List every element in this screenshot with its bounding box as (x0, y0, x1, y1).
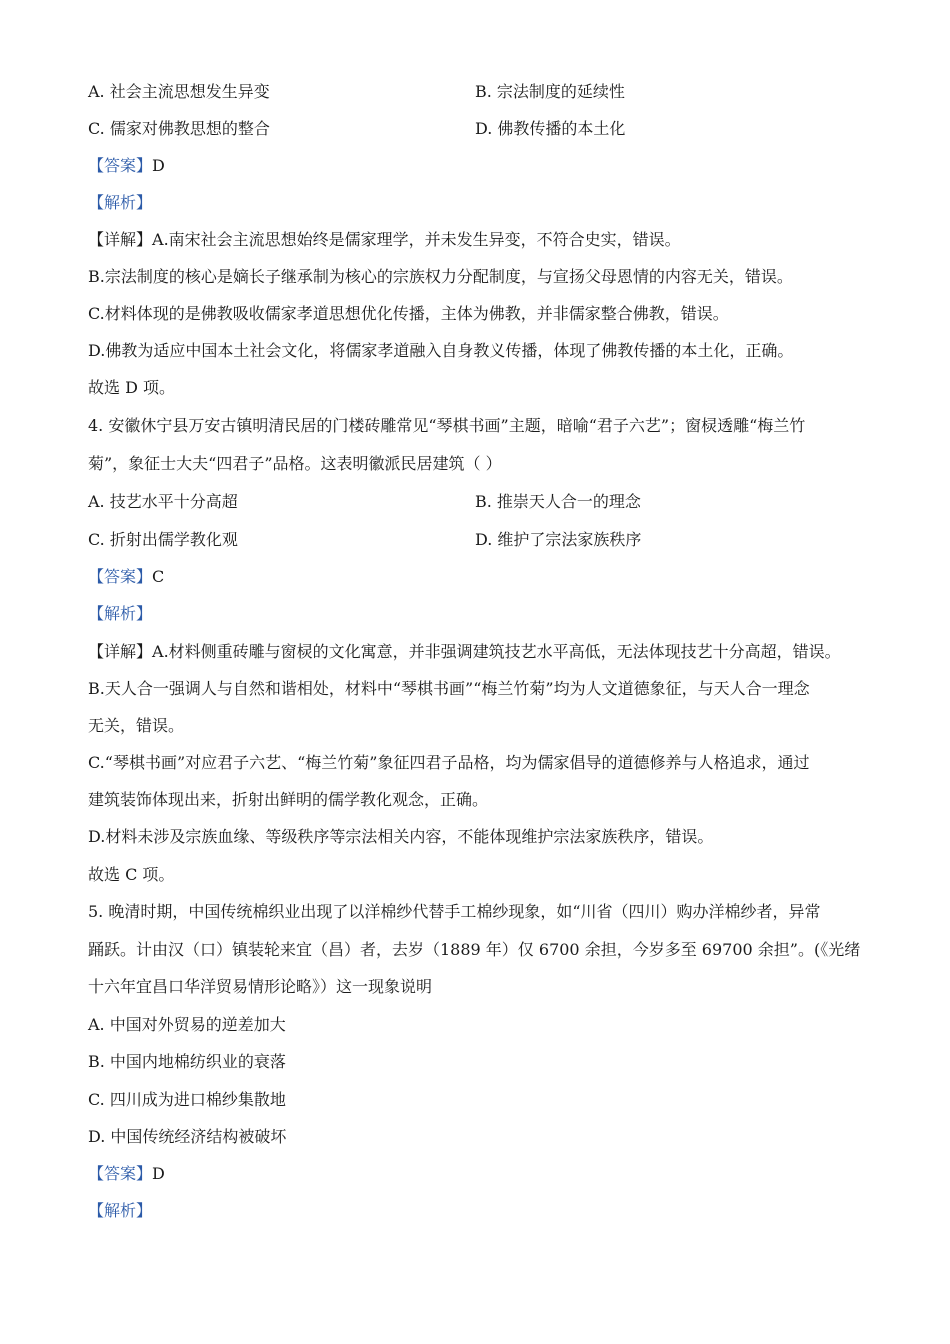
q5-stem-line-2: 踊跃。计由汉（口）镇装轮来宜（昌）者，去岁（1889 年）仅 6700 余担，今岁多至 69700 余担”。(《光绪 (88, 940, 861, 959)
q5-stem-line-3: 十六年宜昌口华洋贸易情形论略》）这一现象说明 (88, 977, 433, 996)
q3-detail-a (88, 229, 681, 251)
q3-option-b: B. 宗法制度的延续性 (475, 82, 625, 101)
q4-detail-c-line-2: 建筑装饰体现出来，折射出鲜明的儒学教化观念，正确。 (88, 790, 489, 809)
q3-option-a: A. 社会主流思想发生异变 (88, 82, 270, 101)
answer-value: C (152, 567, 165, 586)
q4-option-a: A. 技艺水平十分高超 (88, 492, 238, 511)
q4-detail-b-line-1: B.天人合一强调人与自然和谐相处，材料中“琴棋书画”“梅兰竹菊”均为人文道德象征，与天人合一理念 (88, 679, 810, 698)
q3-detail-c: C.材料体现的是佛教吸收儒家孝道思想优化传播，主体为佛教，并非儒家整合佛教，错误。 (88, 304, 729, 323)
answer-value: D (152, 1164, 165, 1183)
answer-tag: 【答案】 (88, 1164, 153, 1183)
q4-option-c: C. 折射出儒学教化观 (88, 530, 238, 549)
answer-tag: 【答案】 (88, 156, 153, 175)
detail-text: A.材料侧重砖雕与窗棂的文化寓意，并非强调建筑技艺水平高低，无法体现技艺十分高超，错误。 (152, 642, 841, 661)
q3-detail-b: B.宗法制度的核心是嫡长子继承制为核心的宗族权力分配制度，与宣扬父母恩情的内容无关，错误。 (88, 267, 793, 286)
q3-option-d: D. 佛教传播的本土化 (475, 119, 626, 138)
q5-analysis-tag: 【解析】 (88, 1201, 153, 1220)
q5-option-a: A. 中国对外贸易的逆差加大 (88, 1015, 286, 1034)
detail-text: A.南宋社会主流思想始终是儒家理学，并未发生异变，不符合史实，错误。 (152, 230, 681, 249)
q5-stem-line-1: 5. 晚清时期，中国传统棉织业出现了以洋棉纱代替手工棉纱现象，如“川省（四川）购办洋棉纱者，异常 (88, 902, 821, 921)
answer-value: D (152, 156, 165, 175)
q4-stem-line-2: 菊”，象征士大夫“四君子”品格。这表明徽派民居建筑（ ） (88, 454, 502, 473)
answer-tag: 【答案】 (88, 567, 153, 586)
q5-option-d: D. 中国传统经济结构被破坏 (88, 1127, 287, 1146)
q4-detail-a (88, 641, 841, 663)
q4-conclusion: 故选 C 项。 (88, 865, 175, 884)
q4-option-d: D. 维护了宗法家族秩序 (475, 530, 642, 549)
q3-analysis-tag: 【解析】 (88, 193, 153, 212)
q3-detail-d: D.佛教为适应中国本土社会文化，将儒家孝道融入自身教义传播，体现了佛教传播的本土化，正确。 (88, 341, 794, 360)
q4-detail-c-line-1: C.“琴棋书画”对应君子六艺、“梅兰竹菊”象征四君子品格，均为儒家倡导的道德修养与人格追求，通过 (88, 753, 810, 772)
q4-analysis-tag: 【解析】 (88, 604, 153, 623)
q3-answer (88, 155, 165, 177)
q4-answer (88, 566, 164, 588)
q5-answer (88, 1163, 165, 1185)
q5-option-b: B. 中国内地棉纺织业的衰落 (88, 1052, 286, 1071)
q4-option-b: B. 推崇天人合一的理念 (475, 492, 641, 511)
q3-conclusion: 故选 D 项。 (88, 378, 176, 397)
detail-tag: 【详解】 (88, 642, 153, 661)
q4-detail-b-line-2: 无关，错误。 (88, 716, 185, 735)
detail-tag: 【详解】 (88, 230, 153, 249)
q3-option-c: C. 儒家对佛教思想的整合 (88, 119, 270, 138)
q4-detail-d: D.材料未涉及宗族血缘、等级秩序等宗法相关内容，不能体现维护宗法家族秩序，错误。 (88, 827, 714, 846)
q5-option-c: C. 四川成为进口棉纱集散地 (88, 1090, 286, 1109)
q4-stem-line-1: 4. 安徽休宁县万安古镇明清民居的门楼砖雕常见“琴棋书画”主题，暗喻“君子六艺”；窗棂透雕“梅兰竹 (88, 416, 806, 435)
